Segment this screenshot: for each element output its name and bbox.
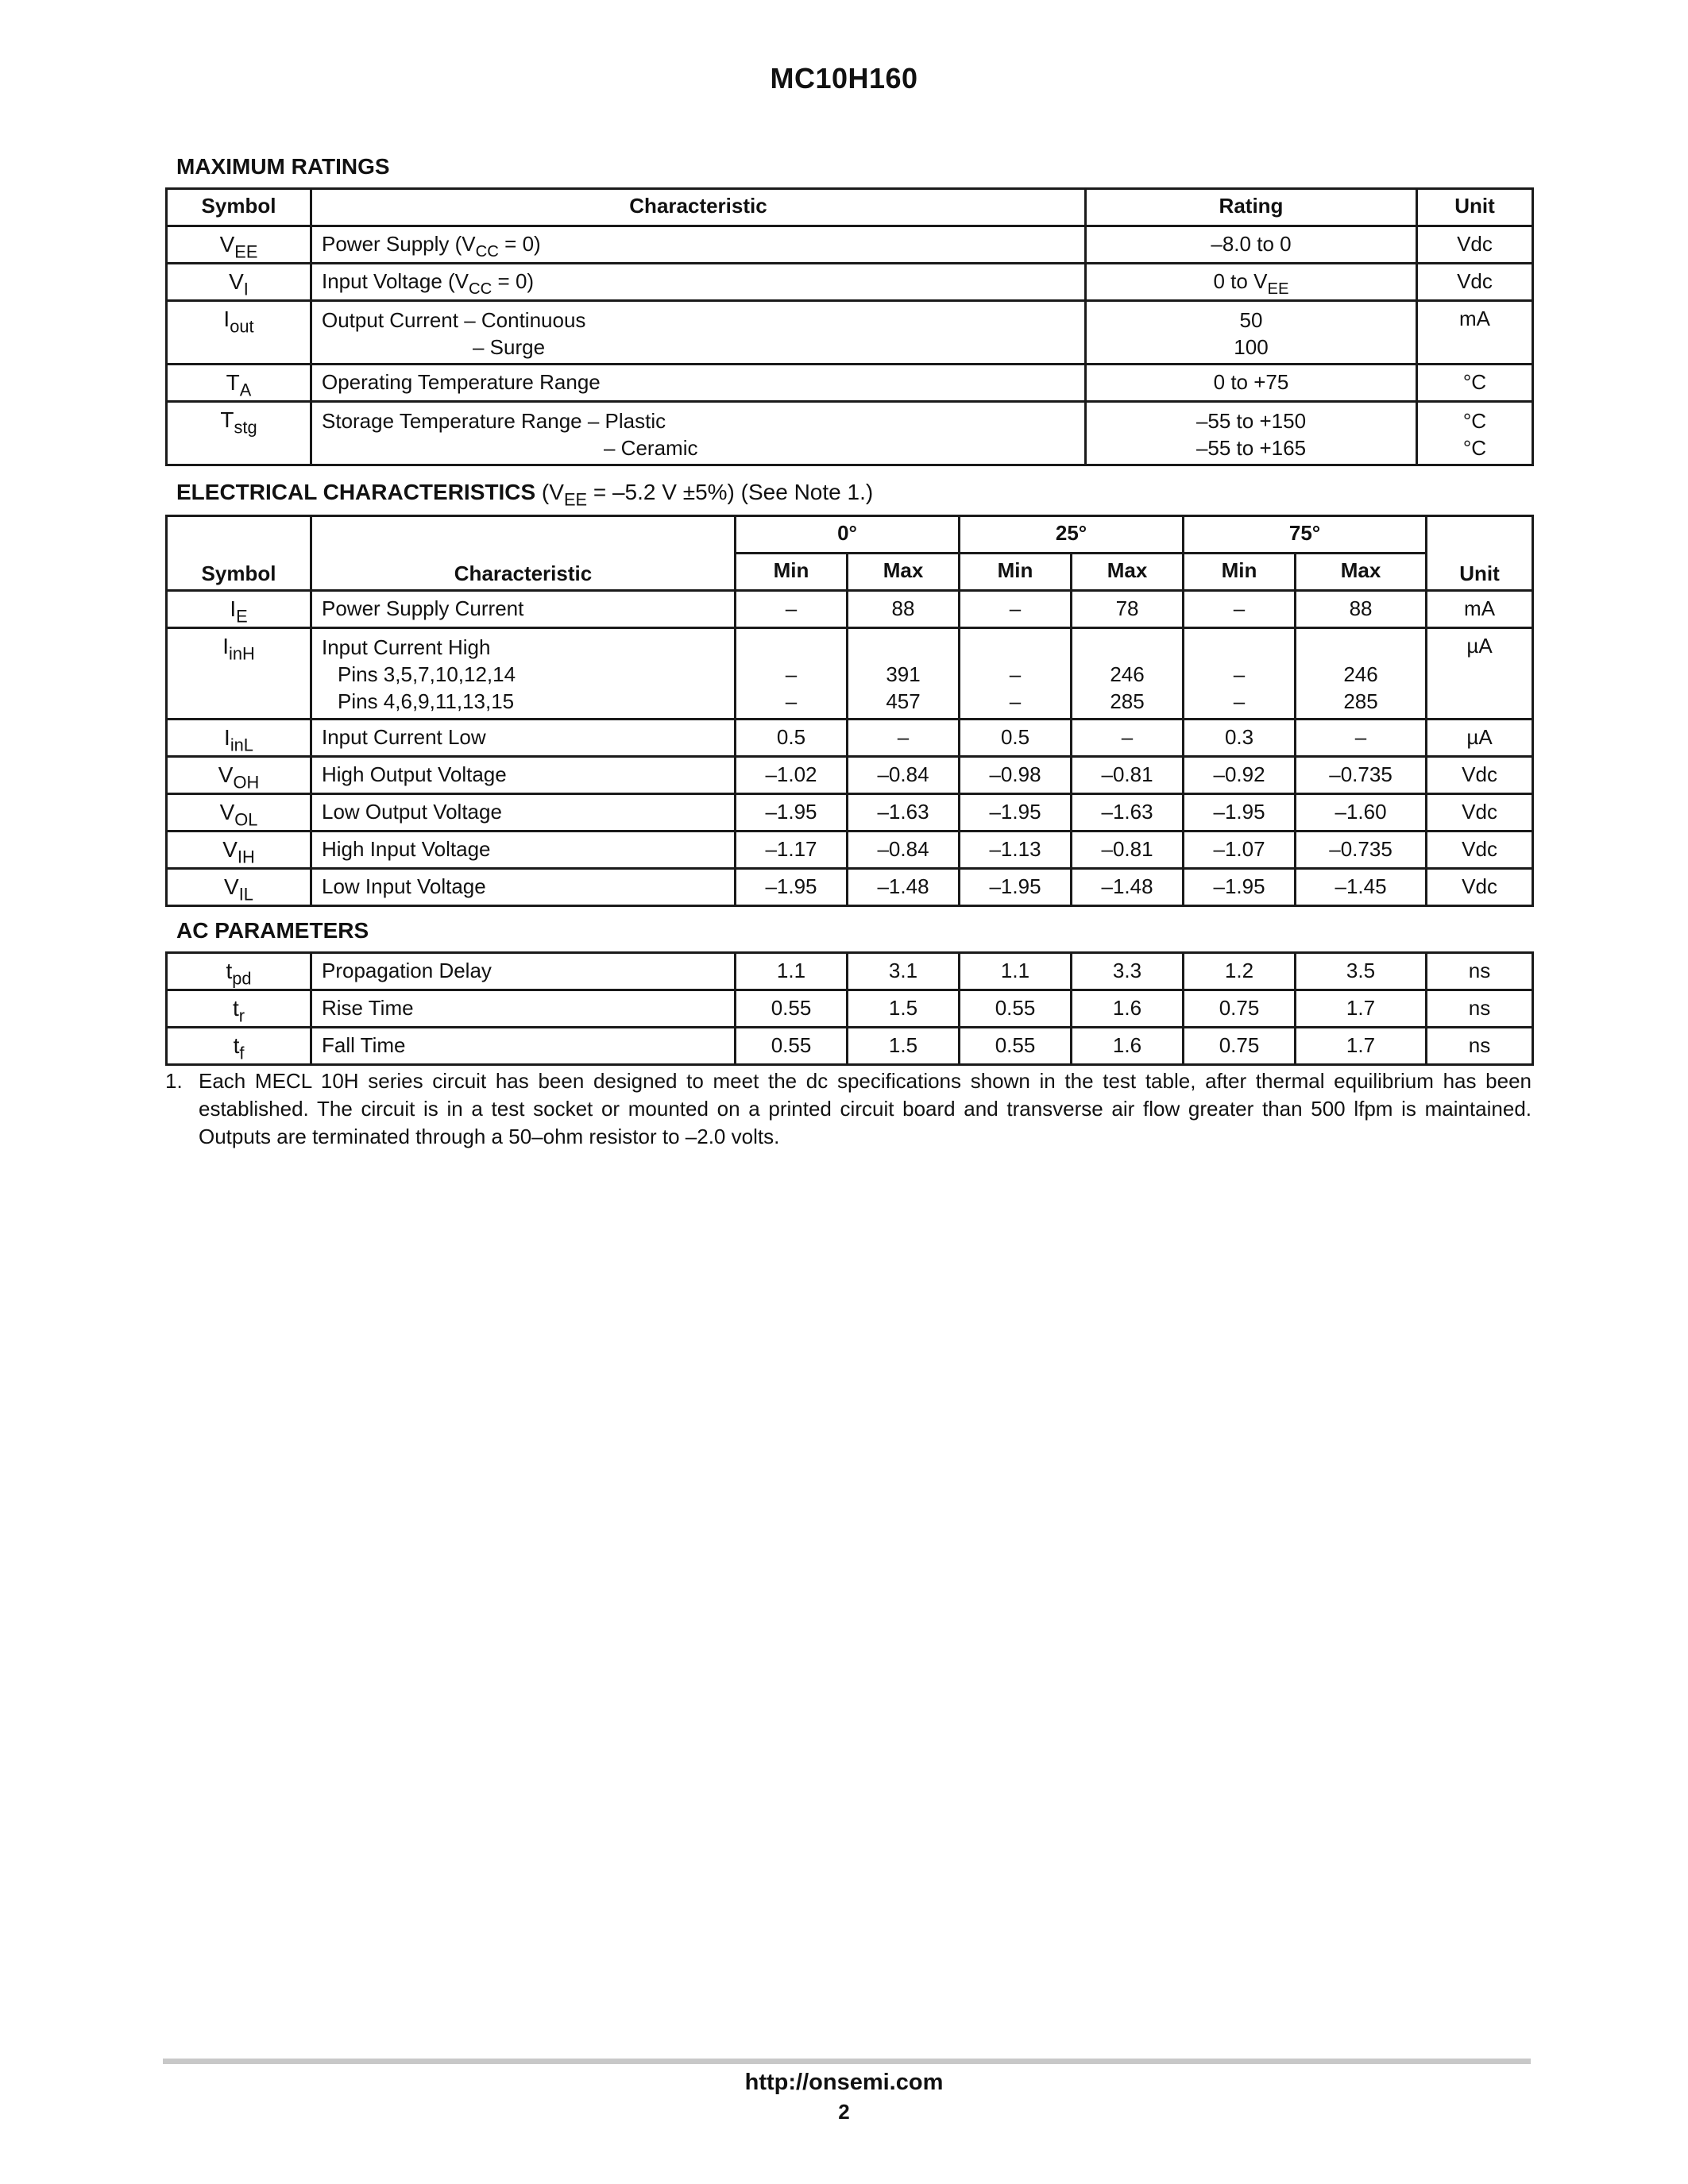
symbol-cell: $V_{EE}$ — [167, 226, 311, 264]
ac-parameters-heading: AC PARAMETERS — [176, 918, 369, 943]
col-header-max: Max — [1072, 554, 1184, 591]
table-header-row — [167, 189, 1533, 226]
characteristic-cell: Power Supply $(V_{CC} = 0)$ — [311, 226, 1086, 264]
unit-cell: µA — [1427, 720, 1533, 757]
value-cell: –1.13 — [960, 832, 1072, 869]
table-row — [167, 226, 1533, 264]
col-header-symbol: Symbol — [167, 516, 311, 591]
value-cell: 88 — [848, 591, 960, 628]
value-cell: – — [1072, 720, 1184, 757]
value-cell: – – — [960, 628, 1072, 720]
symbol-cell: $t_f$ — [167, 1028, 311, 1065]
value-cell: –0.81 — [1072, 757, 1184, 794]
value-cell: 246 285 — [1296, 628, 1427, 720]
value-cell: 88 — [1296, 591, 1427, 628]
value-cell: 1.5 — [848, 990, 960, 1028]
characteristic-cell: High Output Voltage — [311, 757, 736, 794]
footer-url[interactable]: http://onsemi.com — [744, 2070, 944, 2095]
value-cell: – — [1184, 591, 1296, 628]
rating-cell: 0 to $V_{EE}$ — [1086, 264, 1417, 301]
unit-cell: Vdc — [1427, 869, 1533, 906]
value-cell: –0.735 — [1296, 832, 1427, 869]
table-row — [167, 869, 1533, 906]
value-cell: 1.6 — [1072, 1028, 1184, 1065]
value-cell: –1.95 — [1184, 794, 1296, 832]
characteristic-cell: Input Current Low — [311, 720, 736, 757]
unit-cell: µA — [1427, 628, 1533, 720]
symbol-cell: $V_{OH}$ — [167, 757, 311, 794]
value-cell: 246 285 — [1072, 628, 1184, 720]
characteristic-cell: Propagation Delay — [311, 953, 736, 990]
col-header-unit: Unit — [1417, 189, 1533, 226]
temp-header-25: 25° — [960, 516, 1184, 554]
page-number: 2 — [838, 2100, 850, 2124]
unit-cell: Vdc — [1417, 264, 1533, 301]
table-row — [167, 628, 1533, 720]
value-cell: 0.3 — [1184, 720, 1296, 757]
characteristic-cell: Rise Time — [311, 990, 736, 1028]
value-cell: –1.63 — [848, 794, 960, 832]
temperature-header-row — [167, 516, 1533, 554]
characteristic-cell: Input Voltage $(V_{CC} = 0)$ — [311, 264, 1086, 301]
table-row — [167, 264, 1533, 301]
value-cell: 0.75 — [1184, 990, 1296, 1028]
table-row — [167, 1028, 1533, 1065]
value-cell: –0.735 — [1296, 757, 1427, 794]
value-cell: –1.07 — [1184, 832, 1296, 869]
value-cell: 3.1 — [848, 953, 960, 990]
value-cell: –1.95 — [960, 869, 1072, 906]
unit-cell: Vdc — [1427, 832, 1533, 869]
ac-parameters-table — [165, 951, 1534, 1066]
value-cell: 0.5 — [736, 720, 848, 757]
page-title: MC10H160 — [770, 62, 918, 95]
symbol-cell: $T_A$ — [167, 365, 311, 402]
rating-cell: –8.0 to 0 — [1086, 226, 1417, 264]
value-cell: –1.95 — [1184, 869, 1296, 906]
footnote-number: 1. — [165, 1069, 183, 1093]
col-header-symbol: Symbol — [167, 189, 311, 226]
characteristic-cell: Output Current – Continuous – Surge — [311, 301, 1086, 365]
col-header-min: Min — [1184, 554, 1296, 591]
value-cell: 1.2 — [1184, 953, 1296, 990]
value-cell: –1.48 — [1072, 869, 1184, 906]
value-cell: –1.45 — [1296, 869, 1427, 906]
value-cell: 78 — [1072, 591, 1184, 628]
unit-cell: Vdc — [1427, 794, 1533, 832]
symbol-cell: $I_E$ — [167, 591, 311, 628]
unit-cell: mA — [1417, 301, 1533, 365]
value-cell: –1.95 — [736, 869, 848, 906]
value-cell: 0.55 — [960, 990, 1072, 1028]
value-cell: –0.84 — [848, 832, 960, 869]
value-cell: 1.1 — [960, 953, 1072, 990]
rating-cell: 50 100 — [1086, 301, 1417, 365]
max-ratings-heading: MAXIMUM RATINGS — [176, 154, 390, 179]
value-cell: – – — [736, 628, 848, 720]
symbol-cell: $I_{inL}$ — [167, 720, 311, 757]
value-cell: 1.7 — [1296, 1028, 1427, 1065]
col-header-max: Max — [848, 554, 960, 591]
characteristic-cell: Operating Temperature Range — [311, 365, 1086, 402]
value-cell: – — [1296, 720, 1427, 757]
symbol-cell: $I_{inH}$ — [167, 628, 311, 720]
col-header-min: Min — [736, 554, 848, 591]
table-row — [167, 402, 1533, 465]
rating-cell: –55 to +150 –55 to +165 — [1086, 402, 1417, 465]
value-cell: –1.02 — [736, 757, 848, 794]
value-cell: –1.95 — [736, 794, 848, 832]
footnote-text: Each MECL 10H series circuit has been designed to meet the dc specifications shown in the test table, after thermal equilibrium has been established. The circuit is in a test socket or mounted on a printed circuit board and transverse air flow greater than 500 lfpm is maintained. Outputs are terminated through a 50–ohm resistor to –2.0 volts. — [199, 1069, 1532, 1148]
characteristic-cell: Power Supply Current — [311, 591, 736, 628]
value-cell: –0.81 — [1072, 832, 1184, 869]
symbol-cell: $V_{OL}$ — [167, 794, 311, 832]
value-cell: 0.55 — [736, 990, 848, 1028]
temp-header-0: 0° — [736, 516, 960, 554]
value-cell: –1.17 — [736, 832, 848, 869]
characteristic-cell: Low Input Voltage — [311, 869, 736, 906]
value-cell: –1.63 — [1072, 794, 1184, 832]
value-cell: 0.55 — [736, 1028, 848, 1065]
symbol-cell: $t_r$ — [167, 990, 311, 1028]
characteristic-cell: Input Current High Pins 3,5,7,10,12,14 Pins 4,6,9,11,13,15 — [311, 628, 736, 720]
value-cell: 1.7 — [1296, 990, 1427, 1028]
symbol-cell: $t_{pd}$ — [167, 953, 311, 990]
footer-divider — [163, 2059, 1531, 2064]
value-cell: 0.55 — [960, 1028, 1072, 1065]
value-cell: 0.5 — [960, 720, 1072, 757]
unit-cell: Vdc — [1427, 757, 1533, 794]
unit-cell: °C — [1417, 365, 1533, 402]
rating-cell: 0 to +75 — [1086, 365, 1417, 402]
table-row — [167, 591, 1533, 628]
value-cell: 0.75 — [1184, 1028, 1296, 1065]
table-row — [167, 990, 1533, 1028]
value-cell: –1.60 — [1296, 794, 1427, 832]
unit-cell: Vdc — [1417, 226, 1533, 264]
footnote — [165, 1067, 1532, 1151]
value-cell: – – — [1184, 628, 1296, 720]
table-row — [167, 301, 1533, 365]
value-cell: – — [848, 720, 960, 757]
table-row — [167, 953, 1533, 990]
col-header-max: Max — [1296, 554, 1427, 591]
value-cell: 1.5 — [848, 1028, 960, 1065]
symbol-cell: $V_I$ — [167, 264, 311, 301]
unit-cell: ns — [1427, 990, 1533, 1028]
symbol-cell: $T_{stg}$ — [167, 402, 311, 465]
table-row — [167, 794, 1533, 832]
characteristic-cell: Storage Temperature Range – Plastic – Ceramic — [311, 402, 1086, 465]
max-ratings-table — [165, 187, 1534, 466]
value-cell: 1.1 — [736, 953, 848, 990]
col-header-unit: Unit — [1427, 516, 1533, 591]
value-cell: – — [960, 591, 1072, 628]
col-header-min: Min — [960, 554, 1072, 591]
symbol-cell: $V_{IH}$ — [167, 832, 311, 869]
value-cell: 1.6 — [1072, 990, 1184, 1028]
unit-cell: °C °C — [1417, 402, 1533, 465]
value-cell: 3.5 — [1296, 953, 1427, 990]
value-cell: –0.84 — [848, 757, 960, 794]
electrical-table — [165, 515, 1534, 907]
table-row — [167, 757, 1533, 794]
value-cell: 391 457 — [848, 628, 960, 720]
value-cell: –0.98 — [960, 757, 1072, 794]
value-cell: –1.95 — [960, 794, 1072, 832]
value-cell: 3.3 — [1072, 953, 1184, 990]
table-row — [167, 365, 1533, 402]
unit-cell: mA — [1427, 591, 1533, 628]
characteristic-cell: Low Output Voltage — [311, 794, 736, 832]
value-cell: –0.92 — [1184, 757, 1296, 794]
value-cell: –1.48 — [848, 869, 960, 906]
unit-cell: ns — [1427, 953, 1533, 990]
characteristic-cell: High Input Voltage — [311, 832, 736, 869]
col-header-rating: Rating — [1086, 189, 1417, 226]
col-header-characteristic: Characteristic — [311, 189, 1086, 226]
symbol-cell: $V_{IL}$ — [167, 869, 311, 906]
col-header-characteristic: Characteristic — [311, 516, 736, 591]
value-cell: – — [736, 591, 848, 628]
characteristic-cell: Fall Time — [311, 1028, 736, 1065]
table-row — [167, 832, 1533, 869]
symbol-cell: $I_{out}$ — [167, 301, 311, 365]
electrical-heading: ELECTRICAL CHARACTERISTICS ($V_{EE} = -5.2$ V ±5%) (See Note 1.) — [176, 480, 874, 510]
temp-header-75: 75° — [1184, 516, 1427, 554]
unit-cell: ns — [1427, 1028, 1533, 1065]
table-row — [167, 720, 1533, 757]
